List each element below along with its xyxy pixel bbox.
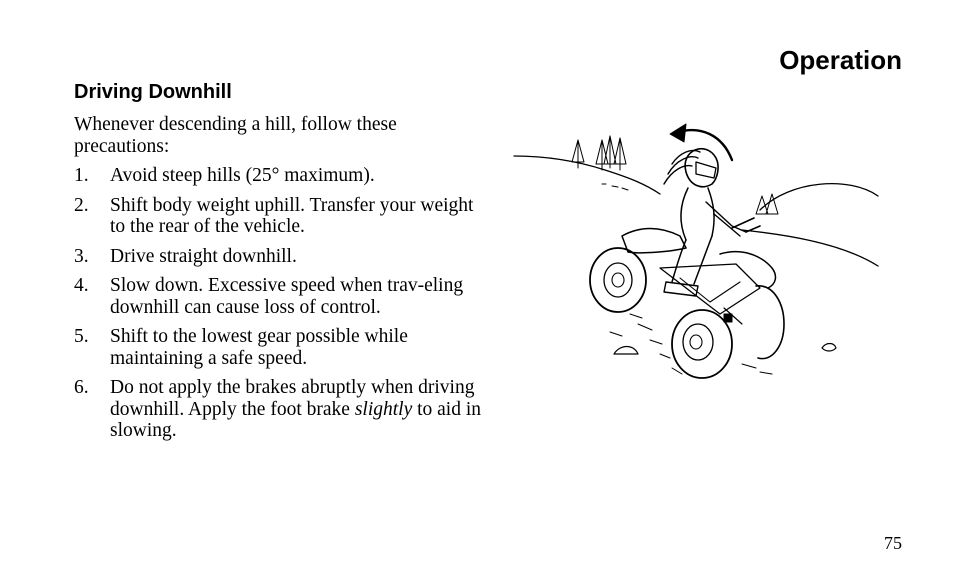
item-number: 2. — [74, 194, 89, 216]
list-item — [74, 326, 484, 369]
item-text: Slow down. Excessive speed when trav-eling downhill can cause loss of control. — [110, 275, 464, 318]
atv-downhill-illustration — [510, 118, 890, 386]
item-text: Shift to the lowest gear possible while maintaining a safe speed. — [110, 326, 408, 369]
item-text: Avoid steep hills (25° maximum). — [110, 165, 375, 186]
section-title: Operation — [779, 45, 902, 75]
item-text-start: Do not apply the brakes abruptly when driving downhill. Apply the foot brake — [110, 377, 475, 420]
intro-paragraph: Whenever descending a hill, follow these precautions: — [74, 114, 397, 157]
list-item — [74, 246, 484, 268]
item-text: Shift body weight uphill. Transfer your weight to the rear of the vehicle. — [110, 194, 474, 237]
item-text: Drive straight downhill. — [110, 245, 297, 267]
precautions-list — [74, 165, 484, 442]
page-heading: Driving Downhill — [74, 81, 232, 103]
list-item — [74, 275, 484, 318]
page-number: 75 — [884, 533, 902, 553]
list-item — [74, 165, 484, 187]
item-number: 6. — [74, 377, 89, 398]
item-text-end: to aid in slowing. — [110, 398, 482, 441]
item-number: 3. — [74, 245, 89, 267]
item-number: 1. — [74, 165, 89, 186]
list-item — [74, 195, 484, 238]
item-number: 4. — [74, 275, 89, 296]
list-item — [74, 377, 484, 442]
instructions — [74, 114, 484, 450]
item-number: 5. — [74, 326, 89, 347]
item-emphasis: slightly — [354, 398, 413, 420]
